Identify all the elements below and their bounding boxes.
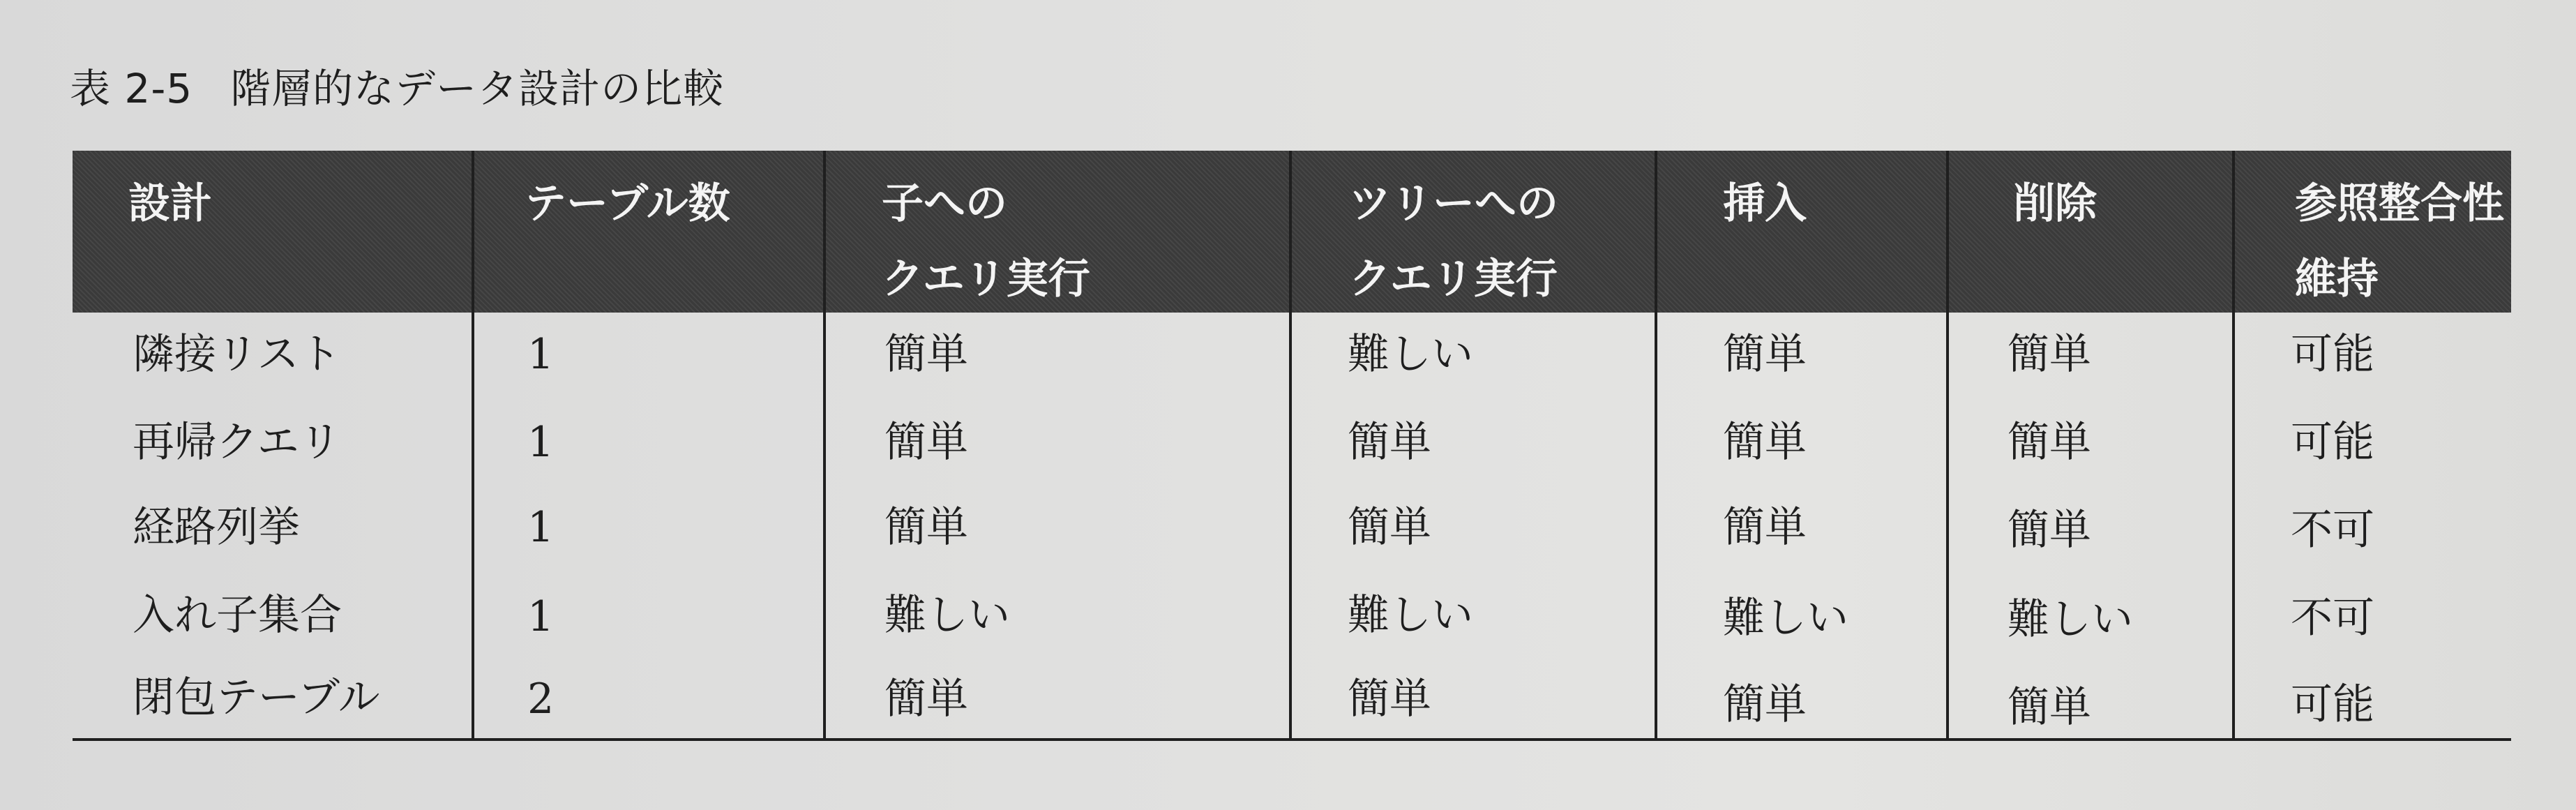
table-caption — [70, 56, 724, 114]
cell-design: 経路列挙 — [133, 503, 300, 552]
table-bottom-rule — [73, 738, 2511, 741]
header-tree-query: ツリーへの クエリ実行 — [1349, 179, 1558, 303]
cell-insert: 簡単 — [1723, 330, 1807, 379]
table-number: 表 2-5 — [70, 65, 193, 112]
column-divider — [1655, 151, 1657, 741]
header-delete: 削除 — [2013, 179, 2097, 228]
cell-table-count: 1 — [527, 503, 555, 552]
column-divider — [1946, 151, 1949, 741]
cell-child-query: 簡単 — [884, 330, 968, 379]
table-title: 階層的なデータ設計の比較 — [230, 65, 725, 112]
cell-design: 隣接リスト — [133, 330, 341, 379]
cell-insert: 簡単 — [1723, 418, 1807, 467]
cell-table-count: 1 — [527, 330, 555, 379]
cell-tree-query: 簡単 — [1348, 418, 1431, 467]
cell-delete: 難しい — [2008, 595, 2133, 644]
cell-child-query: 簡単 — [884, 503, 968, 552]
cell-referential-integrity: 可能 — [2291, 680, 2374, 729]
cell-child-query: 簡単 — [884, 675, 968, 723]
column-divider — [1289, 151, 1292, 741]
column-divider — [823, 151, 826, 741]
cell-referential-integrity: 可能 — [2291, 330, 2374, 379]
cell-delete: 簡単 — [2008, 506, 2091, 555]
cell-design: 再帰クエリ — [133, 418, 341, 467]
cell-insert: 難しい — [1723, 594, 1848, 643]
cell-child-query: 難しい — [884, 591, 1010, 640]
cell-insert: 簡単 — [1723, 680, 1807, 729]
cell-referential-integrity: 不可 — [2291, 594, 2374, 643]
header-table-count: テーブル数 — [525, 179, 730, 228]
cell-design: 閉包テーブル — [133, 673, 380, 722]
column-divider — [472, 151, 474, 741]
cell-child-query: 簡単 — [884, 418, 968, 467]
cell-design: 入れ子集合 — [133, 591, 342, 640]
cell-delete: 簡単 — [2008, 418, 2091, 467]
cell-delete: 簡単 — [2008, 683, 2091, 732]
cell-table-count: 1 — [527, 418, 555, 467]
cell-tree-query: 簡単 — [1348, 503, 1431, 552]
header-insert: 挿入 — [1723, 179, 1807, 228]
cell-referential-integrity: 不可 — [2291, 506, 2374, 555]
cell-table-count: 1 — [527, 592, 555, 641]
header-child-query: 子への クエリ実行 — [882, 179, 1090, 303]
comparison-table — [73, 151, 2511, 741]
cell-delete: 簡単 — [2008, 330, 2091, 379]
cell-referential-integrity: 可能 — [2291, 418, 2374, 467]
cell-insert: 簡単 — [1723, 503, 1807, 552]
header-design: 設計 — [128, 179, 212, 228]
cell-tree-query: 難しい — [1348, 330, 1473, 379]
table-header-row — [73, 151, 2511, 313]
column-divider — [2232, 151, 2235, 741]
cell-tree-query: 簡単 — [1348, 675, 1431, 723]
cell-table-count: 2 — [527, 675, 555, 723]
header-referential-integrity: 参照整合性 維持 — [2295, 179, 2504, 303]
cell-tree-query: 難しい — [1348, 591, 1473, 640]
